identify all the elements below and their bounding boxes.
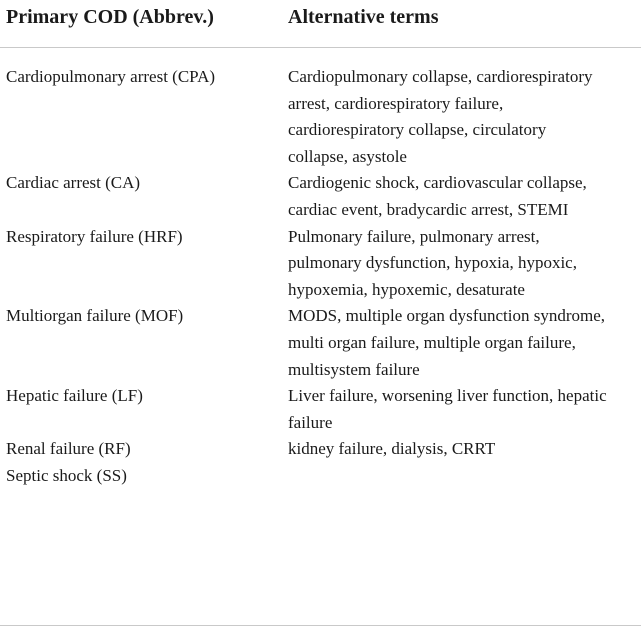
- primary-cod-cell: Cardiopulmonary arrest (CPA): [6, 67, 216, 86]
- alternative-terms-cell: Liver failure, worsening liver function, hepatic failure: [288, 386, 607, 432]
- primary-cod-cell: Hepatic failure (LF): [6, 386, 143, 406]
- table-row: [0, 436, 641, 463]
- alternative-terms-cell: kidney failure, dialysis, CRRT: [288, 439, 496, 459]
- table-row: [0, 383, 641, 436]
- table-row: [0, 224, 641, 304]
- primary-cod-cell: Renal failure (RF): [6, 439, 131, 459]
- table-body: [0, 64, 641, 490]
- alternative-terms-cell: Pulmonary failure, pulmonary arrest, pulmonary dysfunction, hypoxia, hypoxic, hypoxemia, hypoxemic, desaturate: [288, 226, 577, 299]
- table-row: [0, 64, 641, 170]
- table-header: [0, 0, 641, 47]
- primary-cod-cell: Multiorgan failure (MOF): [6, 306, 184, 326]
- table-row: [0, 170, 641, 223]
- table-bottom-rule: [0, 625, 641, 626]
- header-primary-cod: Primary COD (Abbrev.): [6, 6, 214, 28]
- alternative-terms-cell: MODS, multiple organ dysfunction syndrome, multi organ failure, multiple organ failure, multisystem failure: [288, 306, 605, 379]
- alternative-terms-cell: Cardiopulmonary collapse, cardiorespiratory arrest, cardiorespiratory failure, cardiorespiratory collapse, circulatory collapse, asystole: [288, 67, 593, 166]
- primary-cod-cell: Cardiac arrest (CA): [6, 173, 141, 193]
- primary-cod-cell: Septic shock (SS): [6, 465, 127, 485]
- header-alternative-terms: Alternative terms: [288, 6, 439, 28]
- header-divider: [0, 47, 641, 48]
- table-row: [0, 463, 641, 490]
- primary-cod-cell: Respiratory failure (HRF): [6, 226, 183, 246]
- table-row: [0, 303, 641, 383]
- alternative-terms-cell: Cardiogenic shock, cardiovascular collapse, cardiac event, bradycardic arrest, STEMI: [288, 173, 587, 219]
- alternative-terms-cell: [288, 463, 608, 490]
